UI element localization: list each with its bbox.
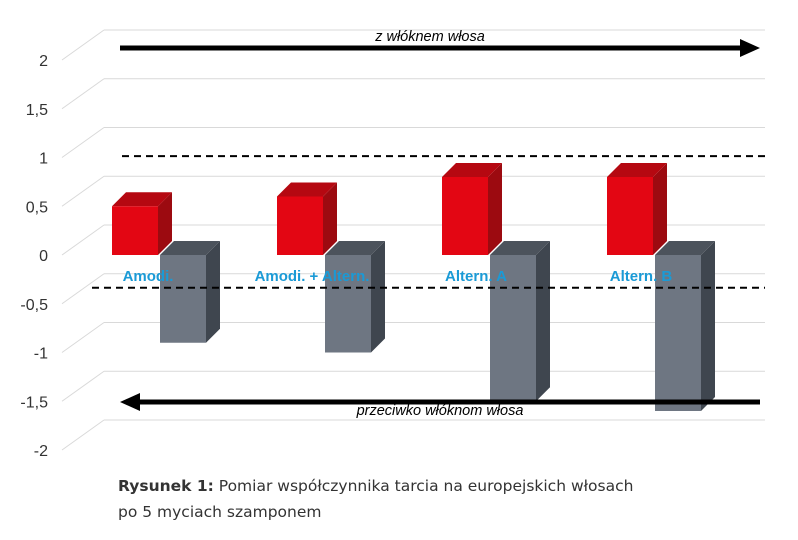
caption-text: Pomiar współczynnika tarcia na europejskich włosach (218, 477, 634, 495)
figure-caption (118, 473, 758, 525)
bottom-arrow-label: przeciwko włóknom włosa (356, 403, 524, 419)
bar-positive-2-front (277, 197, 323, 256)
category-label: Altern. B (609, 268, 673, 285)
gridline-diagonal (62, 323, 104, 353)
category-label: Amodi. + Altern. (254, 268, 370, 285)
bar-positive-3-side (488, 163, 502, 255)
bar-negative-3-side (536, 241, 550, 401)
y-tick-label: 0,5 (25, 199, 48, 217)
bar-negative-2 (325, 241, 385, 353)
gridline-diagonal (62, 225, 104, 255)
bar-negative-1 (160, 241, 220, 343)
y-tick-label: -1 (33, 345, 48, 363)
bottom-arrow-head (120, 393, 140, 411)
category-label: Altern. A (445, 268, 507, 285)
bar-positive-2 (277, 183, 337, 256)
bar-positive-4-front (607, 177, 653, 255)
gridline-diagonal (62, 79, 104, 109)
y-axis (20, 53, 48, 460)
gridline-diagonal (62, 128, 104, 158)
gridline-diagonal (62, 30, 104, 60)
bar-negative-4 (655, 241, 715, 411)
gridline-diagonal (62, 420, 104, 450)
bar-negative-1-side (206, 241, 220, 343)
caption-label: Rysunek 1: (118, 477, 214, 495)
y-tick-label: -0,5 (20, 296, 48, 314)
y-tick-label: 2 (39, 53, 48, 70)
category-label: Amodi. (122, 268, 174, 285)
bar-positive-4-side (653, 163, 667, 255)
bar-positive-4 (607, 163, 667, 255)
bar-positive-3 (442, 163, 502, 255)
y-tick-label: -1,5 (20, 394, 48, 412)
bar-negative-4-side (701, 241, 715, 411)
bar-positive-3-front (442, 177, 488, 255)
gridline-diagonal (62, 371, 104, 401)
y-tick-label: 1 (39, 150, 48, 168)
bar-positive-1-front (112, 206, 158, 255)
top-arrow-head (740, 39, 760, 57)
gridline-diagonal (62, 176, 104, 206)
y-tick-label: -2 (33, 443, 48, 460)
bar-negative-2-side (371, 241, 385, 353)
bar-negative-3 (490, 241, 550, 401)
top-arrow-label: z włóknem włosa (375, 29, 485, 45)
y-tick-label: 1,5 (25, 101, 48, 119)
caption-text-2: po 5 myciach szamponem (118, 503, 322, 521)
y-tick-label: 0 (39, 248, 48, 265)
bar-positive-1 (112, 192, 172, 255)
